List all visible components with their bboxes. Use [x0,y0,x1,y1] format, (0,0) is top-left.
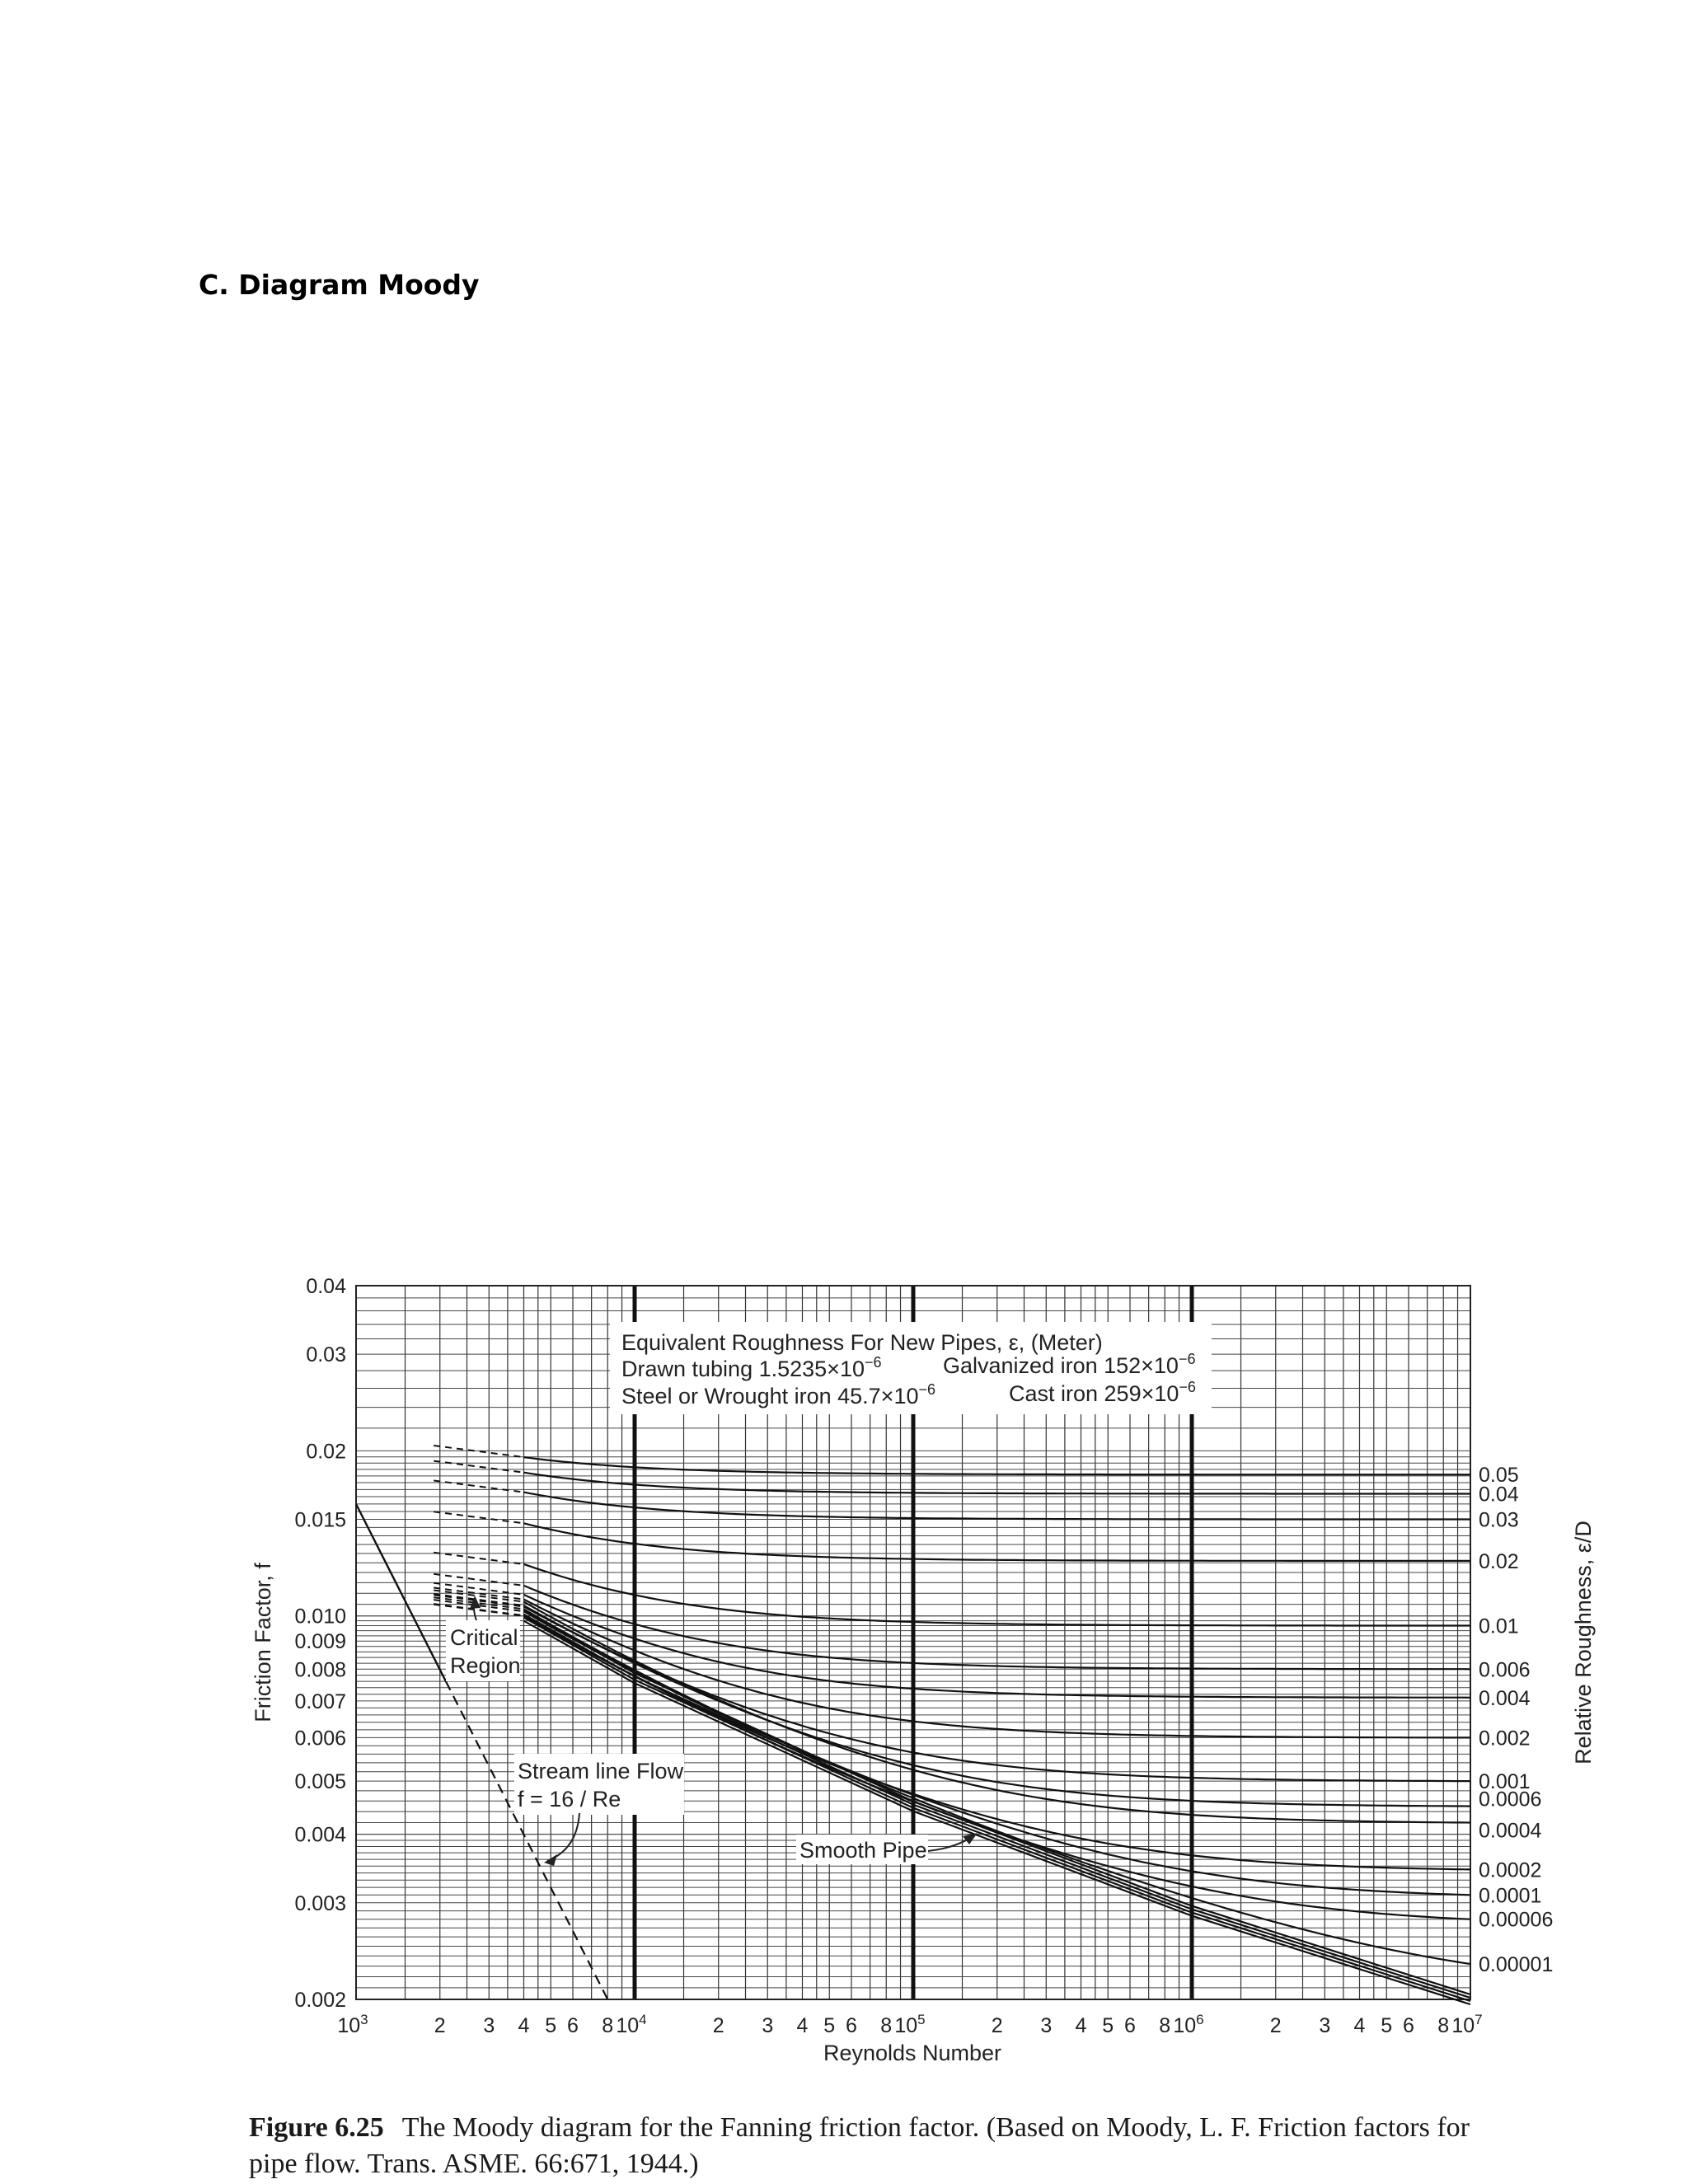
y-tick-label: 0.009 [294,1630,346,1654]
roughness-labels [1479,1464,1553,1976]
x-tick-base: 4 [796,2014,809,2037]
x-tick-base: 10 [1451,2014,1475,2037]
x-tick-label [797,2014,809,2037]
x-tick-base: 4 [1075,2014,1087,2037]
y-tick-label: 0.007 [294,1690,346,1713]
critical-label: Critical [450,1625,518,1650]
x-tick-base: 5 [1102,2014,1114,2037]
x-tick-base: 2 [1269,2014,1282,2037]
x-tick-exponent: 5 [917,2012,926,2027]
smooth-pipe-label: Smooth Pipe [799,1838,927,1863]
figure-caption [249,2110,1650,2182]
x-tick-label [483,2014,495,2037]
y-tick-label: 0.04 [306,1275,346,1298]
streamline-label: Stream line Flow [518,1759,684,1783]
x-tick-base: 5 [1381,2014,1393,2037]
galvanized-text: Galvanized iron 152×10 [943,1353,1179,1378]
roughness-label: 0.0006 [1479,1788,1542,1811]
roughness-label: 0.0004 [1479,1819,1542,1843]
y-tick-label: 0.006 [294,1727,346,1750]
region-label: Region [450,1653,521,1678]
steel-text: Steel or Wrought iron 45.7×10 [621,1384,919,1408]
y-tick-label: 0.002 [294,1989,346,2012]
y-tick-label: 0.010 [294,1605,346,1629]
critical-dashed-curve [434,1511,523,1523]
x-tick-label [880,2014,892,2037]
x-tick-base: 2 [434,2014,446,2037]
roughness-label: 0.02 [1479,1549,1519,1573]
cast-iron-label [1009,1379,1196,1406]
cast-iron-exp: −6 [1179,1379,1196,1395]
x-tick-base: 8 [1159,2014,1171,2037]
x-tick-base: 3 [1040,2014,1053,2037]
x-tick-base: 2 [991,2014,1003,2037]
x-tick-label [518,2014,530,2037]
x-tick-base: 3 [483,2014,495,2037]
x-tick-label [1076,2014,1087,2037]
x-tick-base: 8 [880,2014,893,2037]
figure-number: Figure 6.25 [249,2112,384,2143]
roughness-label: 0.05 [1479,1464,1519,1488]
x-tick-label [1173,2012,1203,2037]
y-tick-label: 0.03 [306,1343,346,1367]
drawn-tubing-text: Drawn tubing 1.5235×10 [621,1357,865,1381]
x-tick-base: 4 [1353,2014,1366,2037]
x-tick-exponent: 3 [360,2012,368,2027]
section-heading: C. Diagram Moody [199,269,480,301]
steel-label [621,1381,935,1408]
critical-dashed-curve [434,1574,523,1586]
x-tick-label [567,2014,579,2037]
x-tick-base: 10 [1173,2014,1197,2037]
x-tick-label [846,2014,857,2037]
roughness-label: 0.03 [1479,1508,1519,1532]
x-tick-label [1040,2014,1052,2037]
x-tick-base: 5 [545,2014,557,2037]
y-tick-label: 0.008 [294,1658,346,1682]
x-tick-label [545,2014,556,2037]
x-tick-exponent: 4 [639,2012,647,2027]
x-tick-label [713,2014,724,2037]
x-tick-label [337,2012,368,2037]
x-tick-label [823,2014,835,2037]
roughness-label: 0.006 [1479,1658,1531,1682]
x-tick-exponent: 7 [1475,2012,1483,2027]
x-tick-label [434,2014,446,2037]
x-tick-base: 10 [616,2014,640,2037]
drawn-tubing-label [621,1354,882,1381]
galvanized-label [943,1351,1195,1378]
x-tick-base: 10 [894,2014,918,2037]
x-axis-label: Reynolds Number [823,2041,1002,2065]
drawn-tubing-exp: −6 [864,1354,882,1371]
galvanized-exp: −6 [1178,1351,1196,1367]
y-tick-label: 0.003 [294,1891,346,1915]
x-tick-label [1354,2014,1366,2037]
x-tick-label [1102,2014,1114,2037]
x-tick-labels [337,2012,1482,2037]
x-tick-label [894,2012,925,2037]
streamline-arrow [547,1813,579,1861]
roughness-label: 0.00001 [1479,1953,1554,1977]
x-tick-base: 8 [602,2014,614,2037]
x-tick-label [1159,2014,1170,2037]
steel-exp: −6 [918,1381,936,1398]
x-tick-label [1124,2014,1136,2037]
caption-line-1: The Moody diagram for the Fanning friction factor. (Based on Moody, L. F. Friction factors for [401,2112,1470,2143]
y-tick-label: 0.005 [294,1770,346,1794]
x-tick-base: 10 [337,2014,361,2037]
x-tick-label [602,2014,613,2037]
x-tick-base: 2 [712,2014,724,2037]
x-tick-label [1403,2014,1414,2037]
y2-axis-label: Relative Roughness, ε/D [1571,1521,1596,1765]
x-tick-base: 6 [846,2014,857,2037]
laminar-line [356,1504,446,1681]
roughness-label: 0.00006 [1479,1908,1554,1932]
x-tick-base: 5 [823,2014,836,2037]
x-tick-label [992,2014,1003,2037]
x-tick-base: 6 [1403,2014,1414,2037]
roughness-label: 0.004 [1479,1686,1531,1710]
critical-dashed-curve [434,1446,523,1457]
x-tick-base: 4 [518,2014,530,2037]
roughness-label: 0.002 [1479,1727,1531,1750]
y-axis-label: Friction Factor, f [251,1563,275,1722]
x-tick-label [762,2014,773,2037]
x-tick-exponent: 6 [1196,2012,1204,2027]
roughness-label: 0.0001 [1479,1884,1542,1908]
y-tick-label: 0.004 [294,1823,346,1847]
x-tick-label [1451,2012,1482,2037]
roughness-label: 0.001 [1479,1770,1531,1794]
x-tick-label [1437,2014,1449,2037]
x-tick-base: 3 [1319,2014,1331,2037]
x-tick-base: 6 [567,2014,579,2037]
x-tick-base: 3 [762,2014,774,2037]
cast-iron-text: Cast iron 259×10 [1009,1381,1179,1406]
x-tick-label [1270,2014,1282,2037]
x-tick-label [1381,2014,1392,2037]
roughness-label: 0.01 [1479,1615,1519,1638]
y-tick-labels [294,1275,346,2012]
y-tick-label: 0.015 [294,1508,346,1532]
roughness-label: 0.0002 [1479,1858,1542,1882]
roughness-title: Equivalent Roughness For New Pipes, ε, (Meter) [621,1330,1103,1355]
roughness-label: 0.04 [1479,1483,1519,1507]
caption-line-2: pipe flow. Trans. ASME. 66:671, 1944.) [249,2149,699,2179]
x-tick-label [616,2012,646,2037]
laminar-eq-label: f = 16 / Re [518,1787,621,1811]
x-tick-base: 6 [1124,2014,1136,2037]
y-tick-label: 0.02 [306,1440,346,1464]
x-tick-label [1319,2014,1330,2037]
x-tick-base: 8 [1437,2014,1450,2037]
